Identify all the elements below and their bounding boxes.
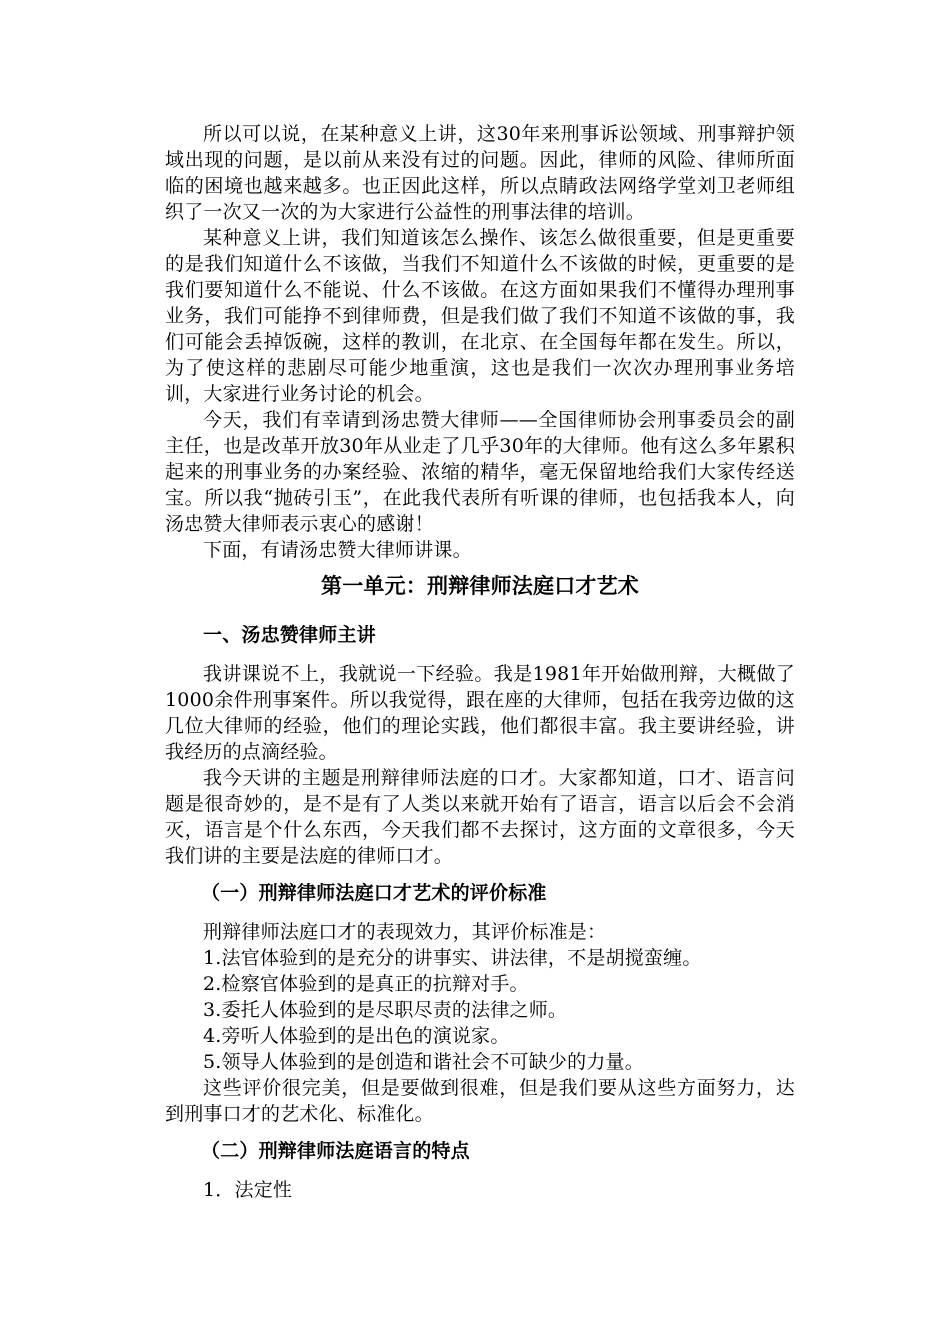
criteria-item: 2.检察官体验到的是真正的抗辩对手。 xyxy=(203,973,529,995)
paragraph: 我讲课说不上，我就说一下经验。我是1981年开始做刑辩，大概做了1000余件刑事案件。所以我觉得，跟在座的大律师，包括在我旁边做的这几位大律师的经验，他们的理论实践，他们都很丰富。我主要讲经验，讲我经历的点滴经验。 xyxy=(165,663,795,763)
criteria-item: 4.旁听人体验到的是出色的演说家。 xyxy=(203,1025,510,1047)
paragraph: 下面，有请汤忠赞大律师讲课。 xyxy=(203,539,472,561)
document-body xyxy=(165,121,795,1203)
paragraph: 刑辩律师法庭口才的表现效力，其评价标准是： xyxy=(203,921,607,943)
paragraph: 我今天讲的主题是刑辩律师法庭的口才。大家都知道，口才、语言问题是很奇妙的，是不是有了人类以来就开始有了语言，语言以后会不会消灭，语言是个什么东西，今天我们都不去探讨，这方面的文章很多，今天我们讲的主要是法庭的律师口才。 xyxy=(165,767,795,867)
subsection-title: （一）刑辩律师法庭口才艺术的评价标准 xyxy=(201,882,547,904)
paragraph: 今天，我们有幸请到汤忠赞大律师——全国律师协会刑事委员会的副主任，也是改革开放30年从业走了几乎30年的大律师。他有这么多年累积起来的刑事业务的办案经验、浓缩的精华，毫无保留地给我们大家传经送宝。所以我“抛砖引玉”，在此我代表所有听课的律师，也包括我本人，向汤忠赞大律师表示衷心的感谢！ xyxy=(165,409,795,535)
section-title: 一、汤忠赞律师主讲 xyxy=(203,624,376,646)
subsection-title: （二）刑辩律师法庭语言的特点 xyxy=(201,1140,470,1162)
paragraph: 所以可以说，在某种意义上讲，这30年来刑事诉讼领域、刑事辩护领域出现的问题，是以前从来没有过的问题。因此，律师的风险、律师所面临的困境也越来越多。也正因此这样，所以点睛政法网络学堂刘卫老师组织了一次又一次的为大家进行公益性的刑事法律的培训。 xyxy=(165,123,795,223)
unit-title: 第一单元：刑辩律师法庭口才艺术 xyxy=(321,574,639,598)
criteria-item: 5.领导人体验到的是创造和谐社会不可缺少的力量。 xyxy=(203,1051,644,1073)
paragraph: 某种意义上讲，我们知道该怎么操作、该怎么做很重要，但是更重要的是我们知道什么不该做，当我们不知道什么不该做的时候，更重要的是我们要知道什么不能说、什么不该做。在这方面如果我们不懂得办理刑事业务，我们可能挣不到律师费，但是我们做了我们不知道不该做的事，我们可能会丢掉饭碗，这样的教训，在北京、在全国每年都在发生。所以，为了使这样的悲剧尽可能少地重演，这也是我们一次次办理刑事业务培训，大家进行业务讨论的机会。 xyxy=(165,227,795,405)
paragraph: 这些评价很完美，但是要做到很难，但是我们要从这些方面努力，达到刑事口才的艺术化、标准化。 xyxy=(165,1077,795,1125)
criteria-item: 1.法官体验到的是充分的讲事实、讲法律，不是胡搅蛮缠。 xyxy=(203,947,702,969)
list-item: 1．法定性 xyxy=(203,1179,293,1201)
criteria-item: 3.委托人体验到的是尽职尽责的法律之师。 xyxy=(203,999,568,1021)
